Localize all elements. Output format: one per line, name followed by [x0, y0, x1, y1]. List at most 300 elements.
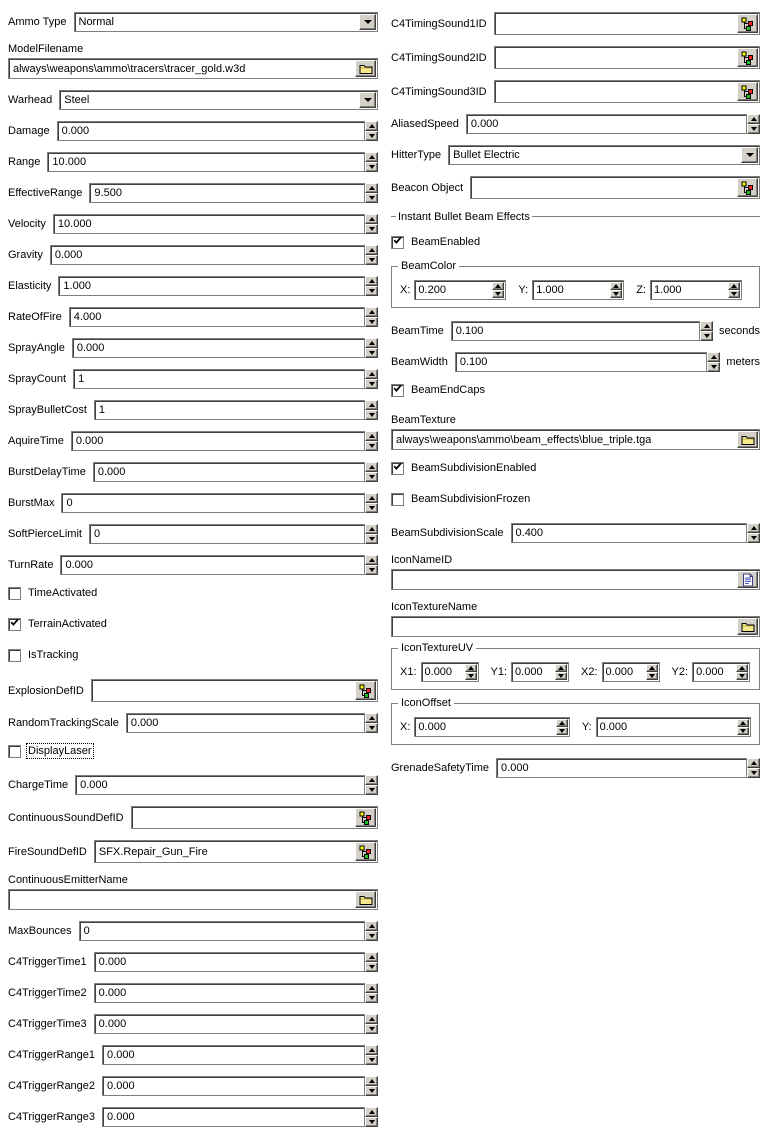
spin-down-button[interactable] [365, 1055, 378, 1065]
continuoussounddefid-input[interactable] [131, 806, 378, 829]
spinner [492, 282, 504, 298]
timeactivated-checkbox[interactable] [8, 587, 21, 600]
field-label: Y: [518, 284, 529, 296]
id-picker-button[interactable] [737, 48, 758, 67]
field-label: Y2: [671, 666, 689, 678]
spinner [747, 758, 760, 778]
triangle-down-icon [369, 934, 375, 938]
spinner [365, 245, 378, 265]
row-c4timingsound2id [391, 46, 760, 69]
checkbox-label: IsTracking [28, 649, 79, 661]
row-aquiretime [8, 431, 378, 451]
spin-up-button[interactable] [365, 1107, 378, 1117]
spin-field-maxbounces [79, 921, 378, 941]
triangle-down-icon [649, 674, 655, 678]
field-label: Range [8, 156, 41, 168]
spinner [365, 1076, 378, 1096]
spin-up-button[interactable] [365, 276, 378, 286]
spin-field-beamsubdivisionscale [511, 523, 760, 543]
field-label: ContinuousSoundDefID [8, 811, 124, 824]
spin-field-gravity [50, 245, 378, 265]
continuousemittername-input[interactable] [8, 889, 378, 910]
spin-up-button[interactable] [365, 214, 378, 224]
input-value: 0.000 [501, 762, 529, 774]
input-value: 0.000 [107, 1049, 135, 1061]
spin-up-button[interactable] [365, 1076, 378, 1086]
row-velocity [8, 214, 378, 234]
spin-up-button[interactable] [365, 775, 378, 785]
checkbox-label: BeamEndCaps [411, 384, 485, 396]
field-label: Elasticity [8, 280, 52, 292]
triangle-up-icon [369, 434, 375, 438]
spin-down-button[interactable] [728, 290, 740, 298]
displaylaser-checkbox[interactable] [8, 745, 21, 758]
spin-down-button[interactable] [737, 727, 749, 735]
checkbox-label: BeamEnabled [411, 236, 481, 248]
input-value: 0.000 [418, 721, 446, 733]
spin-up-button[interactable] [365, 431, 378, 441]
field-label: SoftPierceLimit [8, 528, 82, 540]
spin-up-button[interactable] [365, 555, 378, 565]
c4triggertime3-input[interactable] [94, 1014, 365, 1034]
id-picker-button[interactable] [737, 178, 758, 197]
beamcolor-z-input[interactable] [650, 280, 742, 300]
group-title: IconOffset [398, 697, 454, 709]
gravity-input[interactable] [50, 245, 365, 265]
field-label: Beacon Object [391, 181, 464, 194]
maxbounces-input[interactable] [79, 921, 365, 941]
rateoffire-input[interactable] [69, 307, 365, 327]
spin-down-button[interactable] [365, 317, 378, 327]
spin-down-button[interactable] [465, 672, 477, 680]
spin-down-button[interactable] [365, 472, 378, 482]
id-picker-button[interactable] [737, 82, 758, 101]
hittertype-combobox[interactable] [448, 145, 760, 165]
triangle-up-icon [369, 527, 375, 531]
beamsubdivisionenabled-checkbox[interactable] [391, 462, 404, 475]
c4timingsound3id-input[interactable] [494, 80, 760, 103]
spin-up-button[interactable] [365, 400, 378, 410]
c4triggerrange1-input[interactable] [102, 1045, 365, 1065]
field-label: Gravity [8, 249, 43, 261]
row-c4triggerrange2 [8, 1076, 378, 1096]
field-label: RandomTrackingScale [8, 717, 119, 729]
spinner [365, 713, 378, 733]
row-burstdelaytime [8, 462, 378, 482]
iconnameid-input[interactable] [391, 569, 760, 590]
row-terrainactivated [8, 617, 378, 631]
spin-up-button[interactable] [747, 114, 760, 124]
group-iconoffset [391, 697, 760, 745]
field-label: SprayBulletCost [8, 404, 87, 416]
input-value: 0.000 [54, 249, 83, 261]
beacon-object-input[interactable] [470, 176, 760, 199]
beamtexture-input[interactable] [391, 429, 760, 450]
triangle-down-icon [369, 788, 375, 792]
spin-down-button[interactable] [365, 931, 378, 941]
spin-down-button[interactable] [365, 1086, 378, 1096]
warhead-combobox[interactable] [59, 90, 378, 110]
damage-input[interactable] [57, 121, 365, 141]
triangle-up-icon [369, 372, 375, 376]
spin-down-button[interactable] [365, 410, 378, 420]
triangle-down-icon [751, 771, 757, 775]
triangle-down-icon [369, 165, 375, 169]
elasticity-input[interactable] [58, 276, 365, 296]
group-title: IconTextureUV [398, 642, 476, 654]
spinner [555, 664, 567, 680]
browse-button[interactable] [737, 618, 758, 635]
firesounddefid-input[interactable] [94, 840, 378, 863]
field-label: BeamTime [391, 325, 444, 337]
spin-up-button[interactable] [365, 152, 378, 162]
input-value: 10.000 [57, 218, 92, 230]
checkbox-label: BeamSubdivisionFrozen [411, 493, 531, 505]
triangle-down-icon [740, 729, 746, 733]
field-label: ExplosionDefID [8, 684, 84, 697]
field-label: AquireTime [8, 435, 64, 447]
softpiercelimit-input[interactable] [89, 524, 365, 544]
spin-down-button[interactable] [610, 290, 622, 298]
icontextureuv-x1-input[interactable] [421, 662, 479, 682]
input-value: always\weapons\ammo\tracers\tracer_gold.w3d [13, 62, 246, 75]
spinner [365, 338, 378, 358]
combo-value: Steel [64, 94, 90, 106]
triangle-up-icon [468, 666, 474, 670]
spin-down-button[interactable] [365, 224, 378, 234]
triangle-up-icon [711, 355, 717, 359]
spin-up-button[interactable] [465, 664, 477, 672]
triangle-down-icon [751, 127, 757, 131]
triangle-up-icon [751, 117, 757, 121]
c4timingsound2id-input[interactable] [494, 46, 760, 69]
c4triggertime2-input[interactable] [94, 983, 365, 1003]
spin-up-button[interactable] [365, 713, 378, 723]
triangle-up-icon [369, 124, 375, 128]
field-label: Warhead [8, 94, 53, 106]
spin-up-button[interactable] [365, 245, 378, 255]
input-value: 1.000 [536, 284, 564, 296]
spinner [365, 1014, 378, 1034]
spin-down-button[interactable] [736, 672, 748, 680]
row-beamwidth [391, 352, 760, 372]
terrainactivated-checkbox[interactable] [8, 618, 21, 631]
triangle-up-icon [739, 666, 745, 670]
spinner [646, 664, 658, 680]
row-turnrate [8, 555, 378, 575]
spin-down-button[interactable] [646, 672, 658, 680]
spinner [610, 282, 622, 298]
spin-field-aliasedspeed [466, 114, 760, 134]
spinner [365, 152, 378, 172]
input-value: 0.000 [61, 125, 90, 137]
triangle-up-icon [369, 310, 375, 314]
triangle-up-icon [649, 666, 655, 670]
spin-down-button[interactable] [365, 565, 378, 575]
spinner [365, 555, 378, 575]
field-label: HitterType [391, 149, 442, 161]
istracking-checkbox[interactable] [8, 649, 21, 662]
spin-down-button[interactable] [365, 962, 378, 972]
row-timeactivated [8, 586, 378, 600]
input-value: 1.000 [653, 284, 682, 296]
string-picker-button[interactable] [737, 571, 758, 588]
spin-up-button[interactable] [646, 664, 658, 672]
spin-down-button[interactable] [365, 993, 378, 1003]
input-value: 0.400 [515, 527, 544, 539]
input-value: 0 [93, 528, 101, 540]
spin-field-burstdelaytime [93, 462, 378, 482]
spin-field-beamtime [451, 321, 713, 341]
c4triggerrange3-input[interactable] [102, 1107, 365, 1127]
spinner [747, 523, 760, 543]
aliasedspeed-input[interactable] [466, 114, 747, 134]
row-continuousemittername [8, 874, 378, 910]
field-label: Z: [636, 284, 646, 296]
input-value: 0.000 [470, 118, 499, 130]
icontextureuv-y2-input[interactable] [692, 662, 750, 682]
triangle-up-icon [613, 284, 619, 288]
c4triggerrange2-input[interactable] [102, 1076, 365, 1096]
spin-down-button[interactable] [747, 533, 760, 543]
effectiverange-input[interactable] [89, 183, 365, 203]
document-icon [742, 573, 754, 587]
combo-value: Bullet Electric [453, 149, 520, 161]
spinner [365, 1045, 378, 1065]
spin-field-effectiverange [89, 183, 378, 203]
input-value: 0.000 [130, 717, 159, 729]
spin-field-c4triggertime2 [94, 983, 378, 1003]
range-input[interactable] [47, 152, 365, 172]
spinner [365, 1107, 378, 1127]
spinner [365, 307, 378, 327]
row-beamsubdivisionscale [391, 523, 760, 543]
spin-down-button[interactable] [365, 1117, 378, 1127]
c4triggertime1-input[interactable] [94, 952, 365, 972]
randomtrackingscale-input[interactable] [126, 713, 365, 733]
field-label: C4TriggerTime3 [8, 1018, 87, 1030]
chargetime-input[interactable] [75, 775, 365, 795]
dropdown-button[interactable] [741, 147, 758, 163]
spin-up-button[interactable] [365, 1045, 378, 1055]
input-value: 9.500 [94, 187, 122, 199]
field-label: GrenadeSafetyTime [391, 762, 490, 774]
triangle-down-icon [613, 292, 619, 296]
iconoffset-y-input[interactable] [596, 717, 751, 737]
dropdown-button[interactable] [359, 92, 376, 108]
sprayangle-input[interactable] [72, 338, 365, 358]
chevron-down-icon [746, 153, 754, 157]
spin-down-button[interactable] [365, 503, 378, 513]
spin-down-button[interactable] [365, 162, 378, 172]
spraycount-input[interactable] [73, 369, 365, 389]
spin-up-button[interactable] [365, 952, 378, 962]
beamtime-input[interactable] [451, 321, 700, 341]
spin-down-button[interactable] [365, 286, 378, 296]
row-c4timingsound3id [391, 80, 760, 103]
input-value: 0.200 [418, 284, 446, 296]
spin-up-button[interactable] [747, 758, 760, 768]
field-label: C4TriggerRange2 [8, 1080, 96, 1092]
id-picker-button[interactable] [355, 808, 376, 827]
spin-field-c4triggertime1 [94, 952, 378, 972]
spin-up-button[interactable] [365, 338, 378, 348]
beamsubdivisionfrozen-checkbox[interactable] [391, 493, 404, 506]
velocity-input[interactable] [53, 214, 365, 234]
triangle-down-icon [369, 382, 375, 386]
spin-up-button[interactable] [728, 282, 740, 290]
spin-up-button[interactable] [365, 307, 378, 317]
field-label: C4TriggerRange1 [8, 1049, 96, 1061]
spin-down-button[interactable] [365, 1024, 378, 1034]
triangle-down-icon [751, 536, 757, 540]
spin-up-button[interactable] [365, 369, 378, 379]
spin-up-button[interactable] [365, 462, 378, 472]
field-label: SprayCount [8, 373, 67, 385]
id-picker-button[interactable] [355, 681, 376, 700]
browse-button[interactable] [737, 431, 758, 448]
field-label: EffectiveRange [8, 187, 83, 199]
folder-icon [741, 621, 755, 633]
browse-button[interactable] [355, 891, 376, 908]
spin-down-button[interactable] [365, 379, 378, 389]
spin-down-button[interactable] [556, 727, 568, 735]
explosiondefid-input[interactable] [91, 679, 378, 702]
field-label: C4TriggerTime1 [8, 956, 87, 968]
input-value: 0.000 [424, 666, 453, 678]
triangle-up-icon [369, 465, 375, 469]
row-firesounddefid [8, 840, 378, 863]
icontextureuv-y1-input[interactable] [511, 662, 569, 682]
burstmax-input[interactable] [61, 493, 365, 513]
input-value: 0.000 [605, 666, 634, 678]
check-icon [10, 618, 19, 630]
row-beamtexture [391, 414, 760, 450]
beamendcaps-checkbox[interactable] [391, 384, 404, 397]
spin-down-button[interactable] [707, 362, 720, 372]
spin-up-button[interactable] [365, 983, 378, 993]
browse-button[interactable] [355, 60, 376, 77]
spin-down-button[interactable] [365, 723, 378, 733]
field-label: ModelFilename [8, 43, 84, 55]
spinner [365, 183, 378, 203]
row-grenadesafetytime [391, 758, 760, 778]
chevron-down-icon [364, 98, 372, 102]
input-value: 1 [78, 373, 85, 385]
spin-up-button[interactable] [610, 282, 622, 290]
spin-down-button[interactable] [700, 331, 713, 341]
field-label: BurstDelayTime [8, 466, 86, 478]
spin-down-button[interactable] [555, 672, 567, 680]
spin-down-button[interactable] [365, 131, 378, 141]
spin-down-button[interactable] [747, 768, 760, 778]
iconoffset-x-input[interactable] [414, 717, 569, 737]
field-label: IconNameID [391, 554, 453, 566]
beamcolor-x-input[interactable] [414, 280, 506, 300]
triangle-down-icon [739, 674, 745, 678]
spin-down-button[interactable] [365, 348, 378, 358]
triangle-up-icon [740, 721, 746, 725]
triangle-up-icon [495, 284, 501, 288]
checkbox-label: BeamSubdivisionEnabled [411, 462, 537, 474]
spin-up-button[interactable] [365, 524, 378, 534]
spin-up-button[interactable] [365, 183, 378, 193]
input-value: 0.000 [97, 466, 126, 478]
beamsubdivisionscale-input[interactable] [511, 523, 747, 543]
field-label: ChargeTime [8, 779, 69, 791]
modelfilename-input[interactable] [8, 58, 378, 79]
row-warhead [8, 90, 378, 110]
spin-up-button[interactable] [365, 921, 378, 931]
turnrate-input[interactable] [60, 555, 365, 575]
spin-up-button[interactable] [556, 719, 568, 727]
ammo-type-combobox[interactable] [74, 12, 379, 32]
beamenabled-checkbox[interactable] [391, 236, 404, 249]
right-column [391, 12, 760, 789]
field-label: X: [400, 284, 411, 296]
spin-down-button[interactable] [365, 534, 378, 544]
grenadesafetytime-input[interactable] [496, 758, 747, 778]
spraybulletcost-input[interactable] [94, 400, 365, 420]
spin-up-button[interactable] [365, 121, 378, 131]
spin-up-button[interactable] [555, 664, 567, 672]
triangle-down-icon [369, 413, 375, 417]
field-label: C4TimingSound1ID [391, 17, 487, 30]
spin-down-button[interactable] [365, 441, 378, 451]
id-picker-icon [359, 684, 373, 698]
row-beamsubdivisionfrozen [391, 492, 760, 506]
aquiretime-input[interactable] [71, 431, 365, 451]
spin-field-randomtrackingscale [126, 713, 378, 733]
triangle-up-icon [751, 761, 757, 765]
spin-down-button[interactable] [365, 193, 378, 203]
spinner [365, 493, 378, 513]
id-picker-icon [741, 17, 755, 31]
row-beamsubdivisionenabled [391, 461, 760, 475]
row-spraybulletcost [8, 400, 378, 420]
icontextureuv-x2-input[interactable] [602, 662, 660, 682]
spin-up-button[interactable] [736, 664, 748, 672]
spin-down-button[interactable] [492, 290, 504, 298]
c4timingsound1id-input[interactable] [494, 12, 760, 35]
spin-up-button[interactable] [747, 523, 760, 533]
spin-up-button[interactable] [365, 493, 378, 503]
checkbox-label: TerrainActivated [28, 618, 107, 630]
input-value: 1 [98, 404, 105, 416]
triangle-up-icon [369, 403, 375, 407]
id-picker-button[interactable] [737, 14, 758, 33]
row-maxbounces [8, 921, 378, 941]
row-beamenabled [391, 235, 760, 249]
spin-up-button[interactable] [700, 321, 713, 331]
beamwidth-input[interactable] [455, 352, 708, 372]
icontexturename-input[interactable] [391, 616, 760, 637]
input-value: SFX.Repair_Gun_Fire [98, 845, 208, 858]
spin-down-button[interactable] [365, 785, 378, 795]
row-randomtrackingscale [8, 713, 378, 733]
spin-down-button[interactable] [747, 124, 760, 134]
dropdown-button[interactable] [359, 14, 376, 30]
id-picker-button[interactable] [355, 842, 376, 861]
spin-up-button[interactable] [365, 1014, 378, 1024]
spin-up-button[interactable] [707, 352, 720, 362]
spin-up-button[interactable] [492, 282, 504, 290]
spin-up-button[interactable] [737, 719, 749, 727]
beamcolor-y-input[interactable] [532, 280, 624, 300]
spin-down-button[interactable] [365, 255, 378, 265]
burstdelaytime-input[interactable] [93, 462, 365, 482]
row-iconnameid [391, 554, 760, 590]
